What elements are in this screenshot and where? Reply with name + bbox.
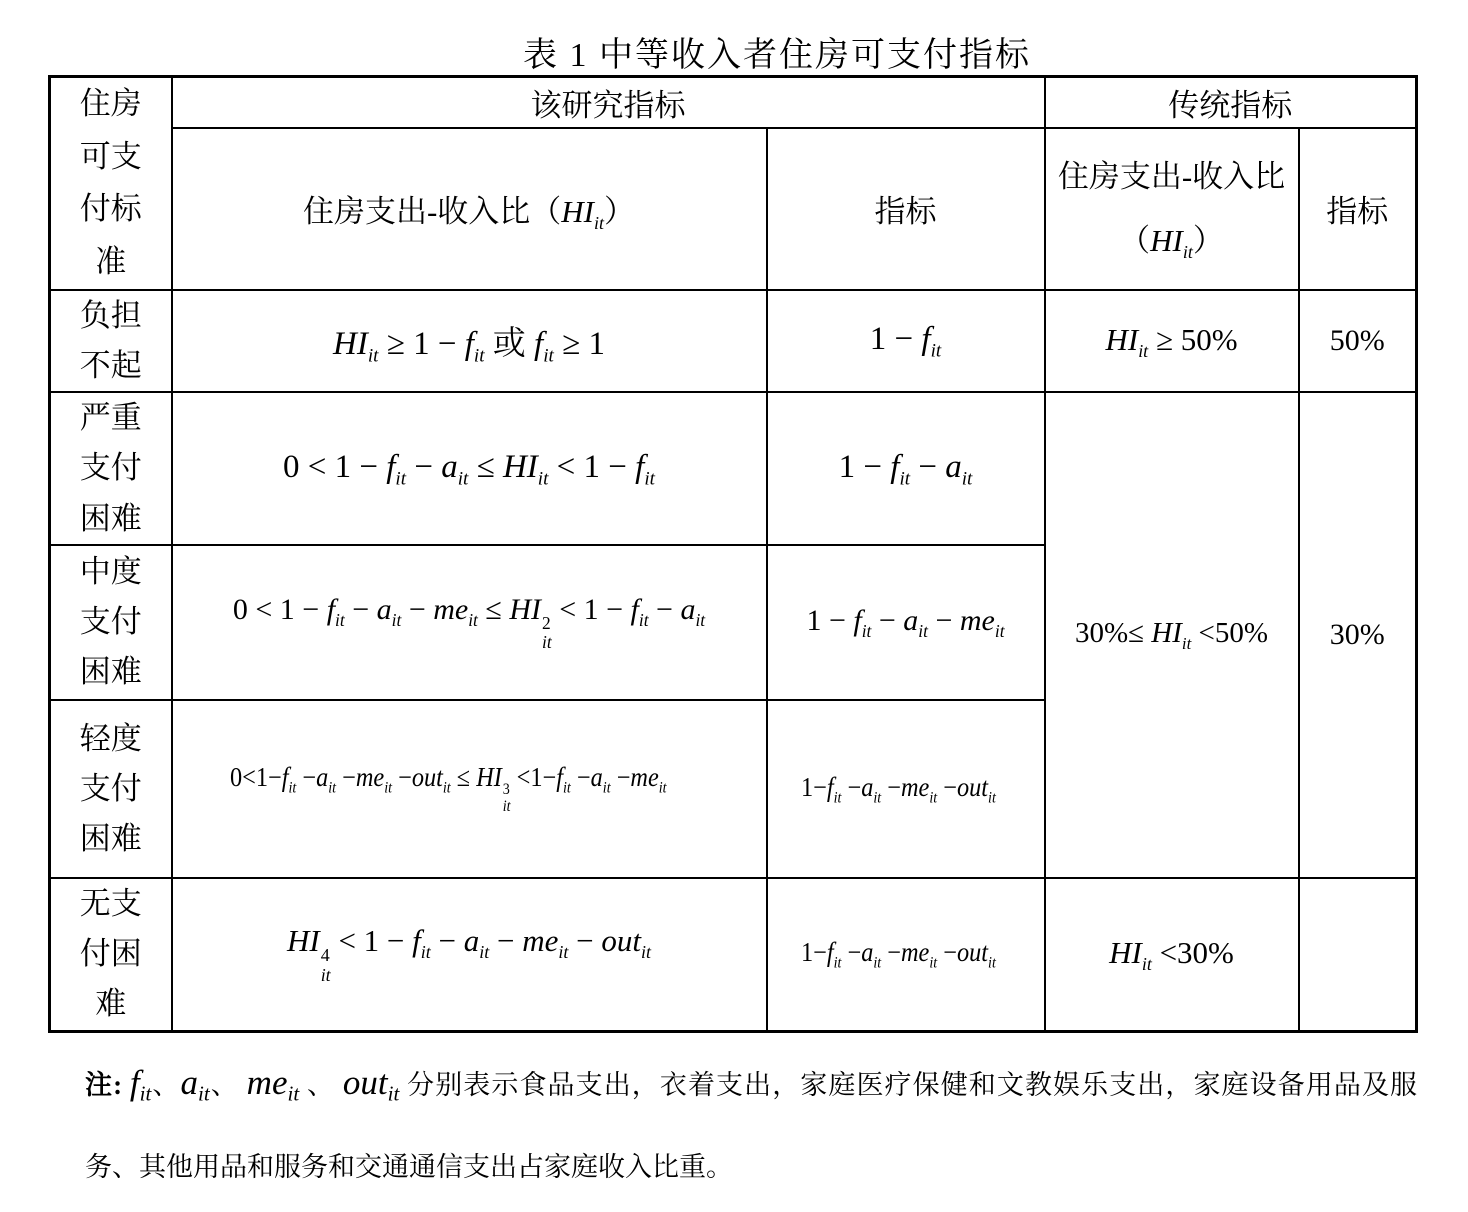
cell-label-mild: 轻度支付困难 [50, 700, 172, 878]
cell-label-severe: 严重支付困难 [50, 392, 172, 545]
cell-indicator-unaffordable: $1 - f_{it}$ [767, 290, 1045, 392]
group-header-study: 该研究指标 [172, 77, 1045, 128]
cell-indicator-mild: $1-f_{it} -a_{it} -me_{it} -out_{it}$ [767, 700, 1045, 878]
cell-trad-indicator-merged: 30% [1299, 392, 1417, 878]
cell-indicator-moderate: $1 - f_{it} - a_{it} - me_{it}$ [767, 545, 1045, 700]
row-header-label: 住房可支付标准 [79, 86, 142, 280]
cell-trad-indicator-unaffordable: 50% [1299, 290, 1417, 392]
cell-ratio-mild: $0<1-f_{it} -a_{it} -me_{it} -out_{it}$ ≤ HI 3 it $<1-f_{it} -a_{it} -me_{it}$ [172, 700, 767, 878]
cell-indicator-none: $1-f_{it} -a_{it} -me_{it} -out_{it}$ [767, 878, 1045, 1031]
table-note [85, 1036, 1417, 1203]
cell-trad-indicator-none [1299, 878, 1417, 1031]
cell-ratio-none: HI 4 it < $1 - f_{it} - a_{it} - me_{it} - out_{it}$ [172, 878, 767, 1031]
col-header-study-ratio: 住房支出-收入比$(HI_{it})$ [172, 128, 767, 290]
col-header-study-indicator: 指标 [767, 128, 1045, 290]
row-severe [50, 392, 1417, 545]
cell-label-none: 无支付困难 [50, 878, 172, 1031]
cell-ratio-severe: $0 < 1 - f_{it} - a_{it} \le HI_{it} < 1 - f_{it}$ [172, 392, 767, 545]
cell-trad-ratio-unaffordable: $HI_{it} \ge 50\%$ [1045, 290, 1299, 392]
cell-ratio-moderate: $0 < 1 - f_{it} - a_{it} - me_{it}$ ≤ HI 2 it < $1 - f_{it} - a_{it}$ [172, 545, 767, 700]
note-text: $f_{it}$、$a_{it}$、 $me_{it}$ 、 out$_{it}$ 分别表示食品支出，衣着支出，家庭医疗保健和文教娱乐支出，家庭设备用品及服务、其他用品和服务和交通通信支出占家庭收入比重。 [85, 1063, 1418, 1182]
cell-label-moderate: 中度支付困难 [50, 545, 172, 700]
col-header-trad-indicator: 指标 [1299, 128, 1417, 290]
col-header-trad-ratio: 住房支出-收入比$(HI_{it})$ [1045, 128, 1299, 290]
affordability-table [48, 75, 1418, 1033]
cell-indicator-severe: $1 - f_{it} - a_{it}$ [767, 392, 1045, 545]
header-row-columns [50, 128, 1417, 290]
group-header-traditional: 传统指标 [1045, 77, 1417, 128]
row-none [50, 878, 1417, 1031]
cell-ratio-unaffordable: $HI_{it} \ge 1 - f_{it}$ 或 $f_{it} \ge 1$ [172, 290, 767, 392]
header-row-groups [50, 77, 1417, 128]
note-prefix: 注: [85, 1070, 123, 1100]
cell-label-unaffordable: 负担不起 [50, 290, 172, 392]
cell-trad-ratio-merged: $30\%\le HI_{it} <50\%$ [1045, 392, 1299, 878]
table-title: 表 1 中等收入者住房可支付指标 [523, 37, 1031, 74]
cell-trad-ratio-none: $HI_{it} <30\%$ [1045, 878, 1299, 1031]
cell-row-header [50, 77, 172, 290]
row-unaffordable [50, 290, 1417, 392]
